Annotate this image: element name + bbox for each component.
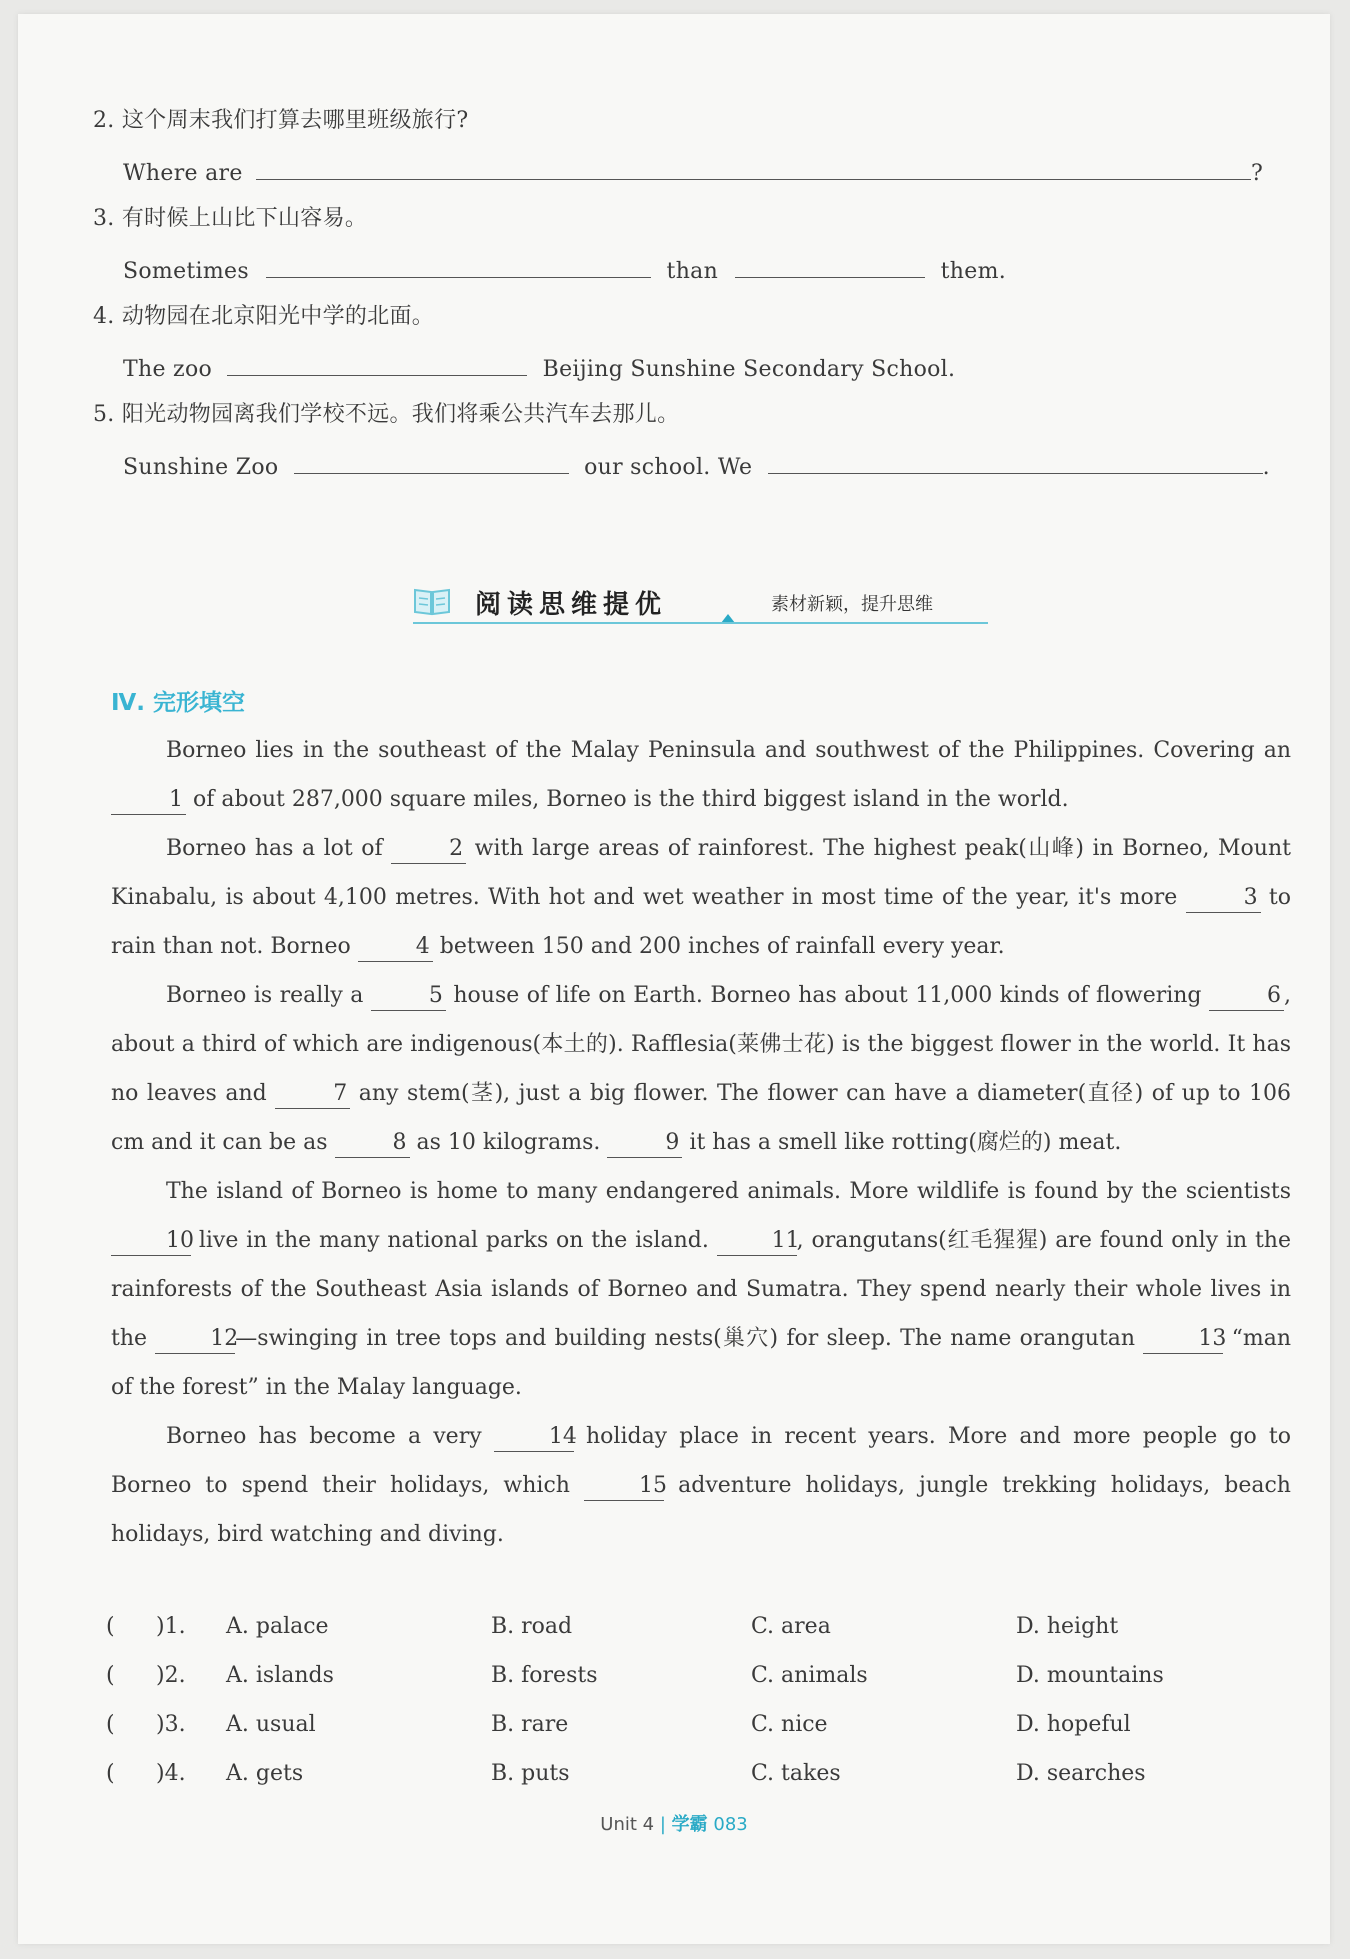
q4-prompt: 4. 动物园在北京阳光中学的北面。 bbox=[93, 304, 435, 329]
blank-11[interactable]: 11 bbox=[717, 1227, 797, 1256]
blank-12[interactable]: 12 bbox=[155, 1325, 235, 1354]
blank-10[interactable]: 10 bbox=[111, 1227, 191, 1256]
option-b[interactable]: B. puts bbox=[491, 1761, 570, 1786]
question-row bbox=[106, 1761, 1311, 1791]
q5-start: Sunshine Zoo bbox=[123, 455, 279, 480]
q3-mid: than bbox=[666, 259, 719, 284]
option-a[interactable]: A. gets bbox=[226, 1761, 304, 1786]
q5-prompt: 5. 阳光动物园离我们学校不远。我们将乘公共汽车去那儿。 bbox=[93, 402, 680, 427]
blank-1[interactable]: 1 bbox=[111, 786, 186, 815]
option-a[interactable]: A. usual bbox=[226, 1712, 316, 1737]
question-number: )4. bbox=[156, 1761, 186, 1786]
q2-answer-line bbox=[123, 155, 1263, 189]
book-icon bbox=[413, 586, 451, 616]
passage bbox=[111, 726, 1291, 1559]
q5-answer-line bbox=[123, 449, 1270, 483]
q4-answer-line bbox=[123, 351, 955, 385]
blank-15[interactable]: 15 bbox=[584, 1472, 664, 1501]
q4-start: The zoo bbox=[123, 357, 213, 382]
q3-blank-2[interactable] bbox=[735, 253, 925, 278]
option-d[interactable]: D. searches bbox=[1016, 1761, 1146, 1786]
footer-brand: 学霸 bbox=[671, 1814, 708, 1835]
banner-subtitle: 素材新颖，提升思维 bbox=[771, 594, 933, 615]
option-a[interactable]: A. islands bbox=[226, 1663, 334, 1688]
passage-paragraph-2: Borneo has a lot of 2 with large areas of rainforest. The highest peak(山峰) in Borneo, Mount Kinabalu, is about 4,100 metres. With hot and wet weather in most time of the year, it's more 3 to rain than not. Borneo 4 between 150 and 200 inches of rainfall every year. bbox=[111, 824, 1291, 971]
blank-3[interactable]: 3 bbox=[1186, 884, 1261, 913]
question-row bbox=[106, 1663, 1311, 1693]
passage-paragraph-5: Borneo has become a very 14 holiday place in recent years. More and more people go to Borneo to spend their holidays, which 15 adventure holidays, jungle trekking holidays, beach holidays, bird watching and diving. bbox=[111, 1424, 1291, 1547]
question-number: )2. bbox=[156, 1663, 186, 1688]
q4-blank[interactable] bbox=[227, 351, 527, 376]
footer-unit: Unit 4 bbox=[600, 1814, 655, 1835]
blank-5[interactable]: 5 bbox=[371, 982, 446, 1011]
q3-answer-line bbox=[123, 253, 1006, 287]
q5-end: . bbox=[1262, 455, 1270, 480]
option-c[interactable]: C. animals bbox=[751, 1663, 868, 1688]
section-title: Ⅳ. 完形填空 bbox=[111, 690, 246, 716]
passage-paragraph-4: The island of Borneo is home to many endangered animals. More wildlife is found by the scientists 10 live in the many national parks on the island. 11, orangutans(红毛猩猩) are found only in the rainforests of the Southeast Asia islands of Borneo and Sumatra. They spend nearly their whole lives in the 12—swinging in tree tops and building nests(巢穴) for sleep. The name orangutan 13 “man of the forest” in the Malay language. bbox=[111, 1179, 1291, 1400]
option-d[interactable]: D. height bbox=[1016, 1614, 1119, 1639]
question-number: )1. bbox=[156, 1614, 186, 1639]
question-row bbox=[106, 1712, 1311, 1742]
blank-4[interactable]: 4 bbox=[358, 933, 433, 962]
blank-6[interactable]: 6 bbox=[1209, 982, 1284, 1011]
q5-blank-2[interactable] bbox=[768, 449, 1263, 474]
option-b[interactable]: B. forests bbox=[491, 1663, 598, 1688]
blank-13[interactable]: 13 bbox=[1143, 1325, 1223, 1354]
q2-end: ? bbox=[1250, 161, 1264, 186]
passage-paragraph-3: Borneo is really a 5 house of life on Earth. Borneo has about 11,000 kinds of flowering 6 , about a third of which are indigenous(本土的). Rafflesia(莱佛士花) is the biggest flower in the world. It has no leaves and 7 any stem(茎), just a big flower. The flower can have a diameter(直径) of up to 106 cm and it can be as 8 as 10 kilograms. 9 it has a smell like rotting(腐烂的) meat. bbox=[111, 971, 1291, 1167]
option-c[interactable]: C. takes bbox=[751, 1761, 841, 1786]
blank-8[interactable]: 8 bbox=[335, 1129, 410, 1158]
q3-prompt: 3. 有时候上山比下山容易。 bbox=[93, 206, 368, 231]
option-b[interactable]: B. rare bbox=[491, 1712, 569, 1737]
blank-7[interactable]: 7 bbox=[275, 1080, 350, 1109]
option-c[interactable]: C. nice bbox=[751, 1712, 828, 1737]
section-banner bbox=[413, 584, 988, 626]
footer-separator: | bbox=[659, 1814, 666, 1835]
answer-paren[interactable]: ( bbox=[106, 1761, 115, 1786]
question-number: )3. bbox=[156, 1712, 186, 1737]
banner-title: 阅读思维提优 bbox=[475, 590, 668, 620]
option-b[interactable]: B. road bbox=[491, 1614, 573, 1639]
q5-mid: our school. We bbox=[584, 455, 753, 480]
blank-14[interactable]: 14 bbox=[494, 1423, 574, 1452]
answer-paren[interactable]: ( bbox=[106, 1614, 115, 1639]
q3-start: Sometimes bbox=[123, 259, 249, 284]
banner-rule bbox=[413, 622, 988, 624]
page-number: 083 bbox=[713, 1814, 748, 1835]
q4-end: Beijing Sunshine Secondary School. bbox=[542, 357, 956, 382]
answer-paren[interactable]: ( bbox=[106, 1663, 115, 1688]
option-c[interactable]: C. area bbox=[751, 1614, 831, 1639]
page-footer bbox=[18, 1810, 1330, 1836]
q2-prompt: 2. 这个周末我们打算去哪里班级旅行? bbox=[93, 108, 469, 133]
q3-end: them. bbox=[940, 259, 1007, 284]
question-row bbox=[106, 1614, 1311, 1644]
option-d[interactable]: D. hopeful bbox=[1016, 1712, 1131, 1737]
blank-9[interactable]: 9 bbox=[607, 1129, 682, 1158]
q2-blank[interactable] bbox=[256, 155, 1251, 180]
passage-paragraph-1: Borneo lies in the southeast of the Malay Peninsula and southwest of the Philippines. Covering an 1 of about 287,000 square miles, Borneo is the third biggest island in the world. bbox=[111, 726, 1291, 824]
q2-start: Where are bbox=[123, 161, 243, 186]
answer-paren[interactable]: ( bbox=[106, 1712, 115, 1737]
worksheet-page bbox=[18, 14, 1330, 1944]
q5-blank-1[interactable] bbox=[294, 449, 569, 474]
blank-2[interactable]: 2 bbox=[391, 835, 466, 864]
option-a[interactable]: A. palace bbox=[226, 1614, 329, 1639]
option-d[interactable]: D. mountains bbox=[1016, 1663, 1164, 1688]
q3-blank-1[interactable] bbox=[266, 253, 651, 278]
